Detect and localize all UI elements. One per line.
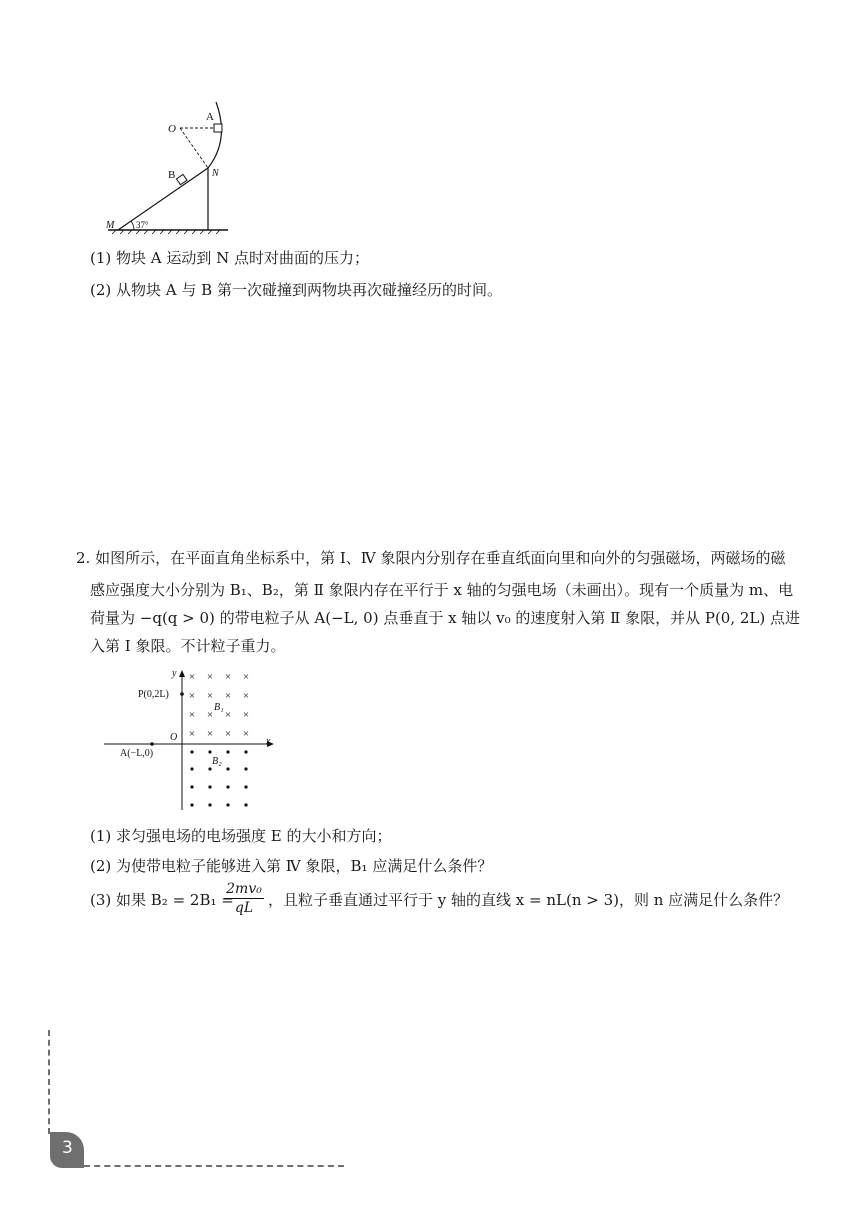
svg-text:×: × bbox=[242, 690, 250, 702]
svg-text:×: × bbox=[242, 728, 250, 740]
point-A-label: A(−L,0) bbox=[120, 748, 154, 759]
svg-text:×: × bbox=[188, 728, 196, 740]
svg-text:×: × bbox=[242, 671, 250, 683]
fraction bbox=[224, 880, 264, 917]
svg-text:×: × bbox=[188, 671, 196, 683]
svg-text:×: × bbox=[206, 709, 214, 721]
origin-label: O bbox=[170, 732, 178, 743]
label-angle: 37° bbox=[136, 220, 149, 230]
incline-figure bbox=[100, 100, 240, 240]
page-number: 3 bbox=[62, 1138, 73, 1158]
svg-text:×: × bbox=[224, 709, 232, 721]
svg-text:×: × bbox=[224, 728, 232, 740]
field-figure bbox=[104, 664, 284, 814]
svg-text:×: × bbox=[188, 709, 196, 721]
problem2-line-2: 感应强度大小分别为 B₁、B₂，第 Ⅱ 象限内存在平行于 x 轴的匀强电场（未画出）。现有一个质量为 m、电 bbox=[90, 581, 794, 599]
label-B: B bbox=[168, 169, 176, 181]
label-A: A bbox=[206, 111, 214, 123]
question-1-2: (2) 从物块 A 与 B 第一次碰撞到两物块再次碰撞经历的时间。 bbox=[90, 281, 502, 299]
B2-label: B₂ bbox=[212, 756, 222, 767]
label-O: O bbox=[168, 123, 176, 135]
svg-text:×: × bbox=[224, 690, 232, 702]
svg-text:×: × bbox=[206, 690, 214, 702]
problem2-q2: (2) 为使带电粒子能够进入第 Ⅳ 象限，B₁ 应满足什么条件？ bbox=[90, 857, 493, 875]
svg-text:×: × bbox=[224, 671, 232, 683]
label-N: N bbox=[212, 168, 219, 179]
margin-dashed-vertical bbox=[48, 1030, 50, 1134]
svg-text:×: × bbox=[206, 671, 214, 683]
question-1-1: (1) 物块 A 运动到 N 点时对曲面的压力； bbox=[90, 249, 370, 267]
margin-dashed-horizontal bbox=[84, 1165, 344, 1167]
problem2-line-4: 入第 Ⅰ 象限。不计粒子重力。 bbox=[90, 637, 286, 655]
B1-label: B₁ bbox=[214, 702, 224, 713]
svg-text:×: × bbox=[206, 728, 214, 740]
axis-y-label: y bbox=[172, 668, 177, 679]
problem2-line-1: 2. 如图所示，在平面直角坐标系中，第 Ⅰ、Ⅳ 象限内分别存在垂直纸面向里和向外的匀强磁场，两磁场的磁 bbox=[76, 549, 786, 567]
fraction-denominator: qL bbox=[234, 900, 254, 916]
problem2-q1: (1) 求匀强电场的电场强度 E 的大小和方向； bbox=[90, 827, 392, 845]
problem2-q3-suffix: ，且粒子垂直通过平行于 y 轴的直线 x = nL(n > 3)，则 n 应满足什么条件？ bbox=[268, 891, 789, 909]
svg-text:×: × bbox=[188, 690, 196, 702]
problem2-q3-prefix: (3) 如果 B₂ = 2B₁ = bbox=[90, 891, 234, 909]
axis-x-label: x bbox=[266, 736, 271, 747]
fraction-numerator: 2mv₀ bbox=[224, 880, 264, 899]
problem2-line-3: 荷量为 −q(q > 0) 的带电粒子从 A(−L, 0) 点垂直于 x 轴以 v₀ 的速度射入第 Ⅱ 象限，并从 P(0, 2L) 点进 bbox=[90, 609, 801, 627]
label-M: M bbox=[106, 220, 115, 231]
point-P-label: P(0,2L) bbox=[138, 689, 169, 700]
svg-text:×: × bbox=[242, 709, 250, 721]
